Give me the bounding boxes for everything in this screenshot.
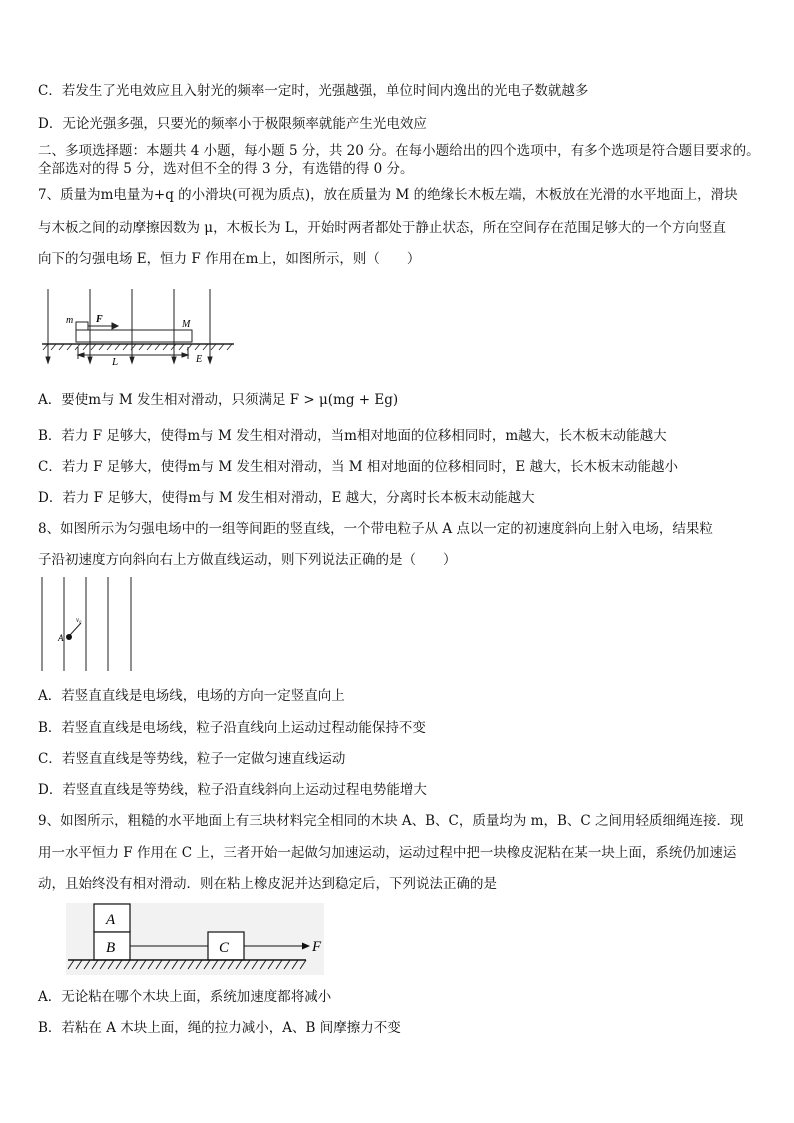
q9-label-C: C bbox=[219, 940, 230, 956]
q9-figure bbox=[66, 903, 328, 977]
q8-stem-line2: 子沿初速度方向斜向右上方做直线运动，则下列说法正确的是（ ） bbox=[38, 552, 457, 568]
q9-label-A: A bbox=[106, 912, 116, 928]
q7-label-m: m bbox=[66, 315, 74, 326]
q7-stem-line3: 向下的匀强电场 E，恒力 F 作用在m上，如图所示，则（ ） bbox=[38, 251, 421, 267]
q8-option-c: C．若竖直直线是等势线，粒子一定做匀速直线运动 bbox=[38, 751, 346, 767]
q8-option-a: A．若竖直直线是电场线，电场的方向一定竖直向上 bbox=[38, 688, 345, 704]
q9-label-B: B bbox=[106, 940, 116, 956]
q8-option-d: D．若竖直直线是等势线，粒子沿直线斜向上运动过程电势能增大 bbox=[38, 782, 427, 798]
q8-stem-line1: 8、如图所示为匀强电场中的一组等间距的竖直线，一个带电粒子从 A 点以一定的初速度斜向上射入电场，结果粒 bbox=[38, 521, 713, 537]
q6-option-d: D．无论光强多强，只要光的频率小于极限频率就能产生光电效应 bbox=[38, 116, 427, 132]
q7-option-a: A．要使m与 M 发生相对滑动，只须满足 F > μ(mg + Eg) bbox=[38, 392, 399, 408]
q9-option-a: A．无论粘在哪个木块上面，系统加速度都将减小 bbox=[38, 989, 332, 1005]
q7-label-L: L bbox=[112, 356, 119, 367]
q9-label-F: F bbox=[312, 939, 322, 955]
q8-figure bbox=[34, 575, 144, 673]
q7-label-M: M bbox=[182, 319, 191, 330]
section2-intro-line2: 全部选对的得 5 分，选对但不全的得 3 分，有选错的得 0 分。 bbox=[38, 161, 414, 177]
q7-label-E: E bbox=[196, 354, 203, 365]
q7-figure bbox=[38, 287, 238, 367]
q9-stem-line1: 9、如图所示，粗糙的水平地面上有三块材料完全相同的木块 A、B、C，质量均为 m，B、C 之间用轻质细绳连接．现 bbox=[38, 813, 744, 829]
q7-label-F: F bbox=[96, 314, 103, 325]
q8-label-A: A bbox=[58, 633, 64, 643]
q7-option-d: D．若力 F 足够大，使得m与 M 发生相对滑动，E 越大，分离时长本板末动能越大 bbox=[38, 490, 535, 506]
q9-stem-line3: 动，且始终没有相对滑动．则在粘上橡皮泥并达到稳定后，下列说法正确的是 bbox=[38, 876, 497, 892]
q9-option-b: B．若粘在 A 木块上面，绳的拉力减小，A、B 间摩擦力不变 bbox=[38, 1020, 401, 1036]
q7-stem-line2: 与木板之间的动摩擦因数为 μ，木板长为 L，开始时两者都处于静止状态，所在空间存在范围足够大的一个方向竖直 bbox=[38, 220, 726, 236]
q8-label-v0: v₀ bbox=[76, 616, 82, 624]
q7-option-b: B．若力 F 足够大，使得m与 M 发生相对滑动，当m相对地面的位移相同时，m越大，长木板末动能越大 bbox=[38, 428, 667, 444]
section2-intro-line1: 二、多项选择题：本题共 4 小题，每小题 5 分，共 20 分。在每小题给出的四个选项中，有多个选项是符合题目要求的。 bbox=[38, 143, 760, 159]
q7-option-c: C．若力 F 足够大，使得m与 M 发生相对滑动，当 M 相对地面的位移相同时，E 越大，长木板末动能越小 bbox=[38, 459, 679, 475]
q7-stem-line1: 7、质量为m电量为+q 的小滑块(可视为质点)，放在质量为 M 的绝缘长木板左端，木板放在光滑的水平地面上，滑块 bbox=[38, 187, 738, 203]
q8-option-b: B．若竖直直线是电场线，粒子沿直线向上运动过程动能保持不变 bbox=[38, 720, 426, 736]
q9-stem-line2: 用一水平恒力 F 作用在 C 上，三者开始一起做匀加速运动，运动过程中把一块橡皮泥粘在某一块上面，系统仍加速运 bbox=[38, 845, 737, 861]
q6-option-c: C．若发生了光电效应且入射光的频率一定时，光强越强，单位时间内逸出的光电子数就越多 bbox=[38, 83, 589, 99]
